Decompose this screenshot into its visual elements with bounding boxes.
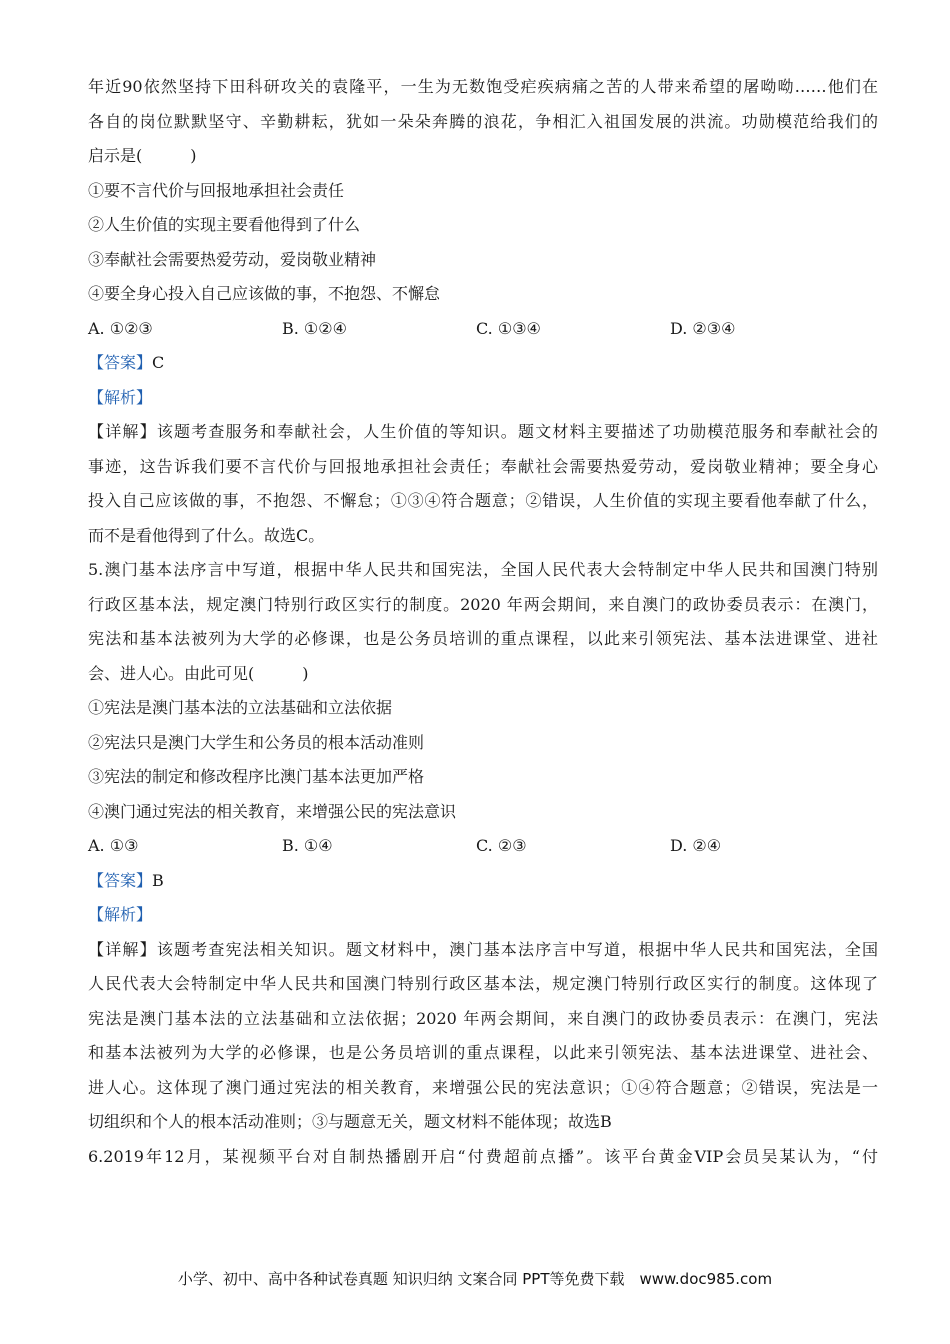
q5-statement-4: ④澳门通过宪法的相关教育，来增强公民的宪法意识 <box>88 801 457 821</box>
q5-option-d: D. ②④ <box>670 836 722 855</box>
q4-statement-4: ④要全身心投入自己应该做的事，不抱怨、不懈怠 <box>88 284 441 303</box>
detail-text: 该题考查宪法相关知识。题文材料中，澳门基本法序言中写道，根据中华人民共和国宪法，全国 <box>156 939 878 959</box>
q4-option-a: A. ①②③ <box>88 318 153 338</box>
q4-option-b: B. ①②④ <box>282 318 347 338</box>
q5-statement-3: ③宪法的制定和修改程序比澳门基本法更加严格 <box>88 767 425 786</box>
q5-detail-line-6: 切组织和个人的根本活动准则；③与题意无关，题文材料不能体现；故选B <box>88 1112 612 1131</box>
q4-option-d: D. ②③④ <box>670 318 736 338</box>
q5-detail-line-5: 进人心。这体现了澳门通过宪法的相关教育，来增强公民的宪法意识；①④符合题意；②错误，宪法是一 <box>88 1077 878 1097</box>
q4-option-c: C. ①③④ <box>476 318 541 338</box>
answer-tag: 【答案】 <box>88 870 153 890</box>
q5-detail-line-4: 和基本法被列为大学的必修课，也是公务员培训的重点课程，以此来引领宪法、基本法进课堂、进社会、 <box>88 1043 878 1062</box>
q5-detail-line-3: 宪法是澳门基本法的立法基础和立法依据；2020 年两会期间，来自澳门的政协委员表示：在澳门，宪法 <box>88 1008 878 1028</box>
answer-value: B <box>152 870 164 890</box>
q5-options <box>88 829 878 864</box>
q5-option-a: A. ①③ <box>88 836 139 855</box>
q5-detail-line-1 <box>88 933 878 968</box>
detail-tag: 【详解】 <box>88 939 157 959</box>
q5-answer <box>88 864 878 899</box>
q5-statement-2: ②宪法只是澳门大学生和公务员的根本活动准则 <box>88 732 425 752</box>
q4-statement-1: ①要不言代价与回报地承担社会责任 <box>88 180 345 200</box>
q4-options <box>88 312 878 347</box>
q4-detail-line-2: 事迹，这告诉我们要不言代价与回报地承担社会责任；奉献社会需要热爱劳动，爱岗敬业精神；要全身心 <box>88 456 878 476</box>
q4-detail-line-4: 而不是看他得到了什么。故选C。 <box>88 525 325 545</box>
q4-stem-line-1: 年近90依然坚持下田科研攻关的袁隆平，一生为无数饱受疟疾病痛之苦的人带来希望的屠呦呦……他们在 <box>88 77 878 96</box>
detail-text: 该题考查服务和奉献社会，人生价值的等知识。题文材料主要描述了功勋模范服务和奉献社会的 <box>156 422 878 441</box>
q5-stem-line-1: 5.澳门基本法序言中写道，根据中华人民共和国宪法，全国人民代表大会特制定中华人民共和国澳门特别 <box>88 560 878 579</box>
q5-option-b: B. ①④ <box>282 836 333 855</box>
q4-statement-3: ③奉献社会需要热爱劳动，爱岗敬业精神 <box>88 249 377 269</box>
q5-detail-line-2: 人民代表大会特制定中华人民共和国澳门特别行政区基本法，规定澳门特别行政区实行的制度。这体现了 <box>88 974 878 993</box>
q4-stem-line-3: 启示是( ) <box>88 146 197 165</box>
q5-analysis-tag: 【解析】 <box>88 905 153 924</box>
detail-tag: 【详解】 <box>88 422 157 441</box>
q5-option-c: C. ②③ <box>476 836 527 855</box>
page-footer: 小学、初中、高中各种试卷真题 知识归纳 文案合同 PPT等免费下载 www.doc985.com <box>177 1270 773 1288</box>
q5-statement-1: ①宪法是澳门基本法的立法基础和立法依据 <box>88 698 393 717</box>
document-page <box>88 70 878 1174</box>
q4-answer <box>88 346 878 381</box>
q5-stem-line-4: 会、进人心。由此可见( ) <box>88 663 309 683</box>
q4-detail-line-3: 投入自己应该做的事，不抱怨、不懈怠；①③④符合题意；②错误，人生价值的实现主要看他奉献了什么， <box>88 491 878 510</box>
q6-stem-line-1: 6.2019年12月，某视频平台对自制热播剧开启“付费超前点播”。该平台黄金VIP会员吴某认为，“付 <box>88 1146 878 1166</box>
q4-analysis-tag: 【解析】 <box>88 387 153 407</box>
q5-stem-line-2: 行政区基本法，规定澳门特别行政区实行的制度。2020 年两会期间，来自澳门的政协委员表示：在澳门， <box>88 594 878 614</box>
q4-detail-line-1 <box>88 415 878 450</box>
q4-stem-line-2: 各自的岗位默默坚守、辛勤耕耘，犹如一朵朵奔腾的浪花，争相汇入祖国发展的洪流。功勋模范给我们的 <box>88 111 878 131</box>
q4-statement-2: ②人生价值的实现主要看他得到了什么 <box>88 215 361 234</box>
q5-stem-line-3: 宪法和基本法被列为大学的必修课，也是公务员培训的重点课程，以此来引领宪法、基本法进课堂、进社 <box>88 629 878 648</box>
answer-tag: 【答案】 <box>88 353 153 372</box>
answer-value: C <box>152 353 165 372</box>
